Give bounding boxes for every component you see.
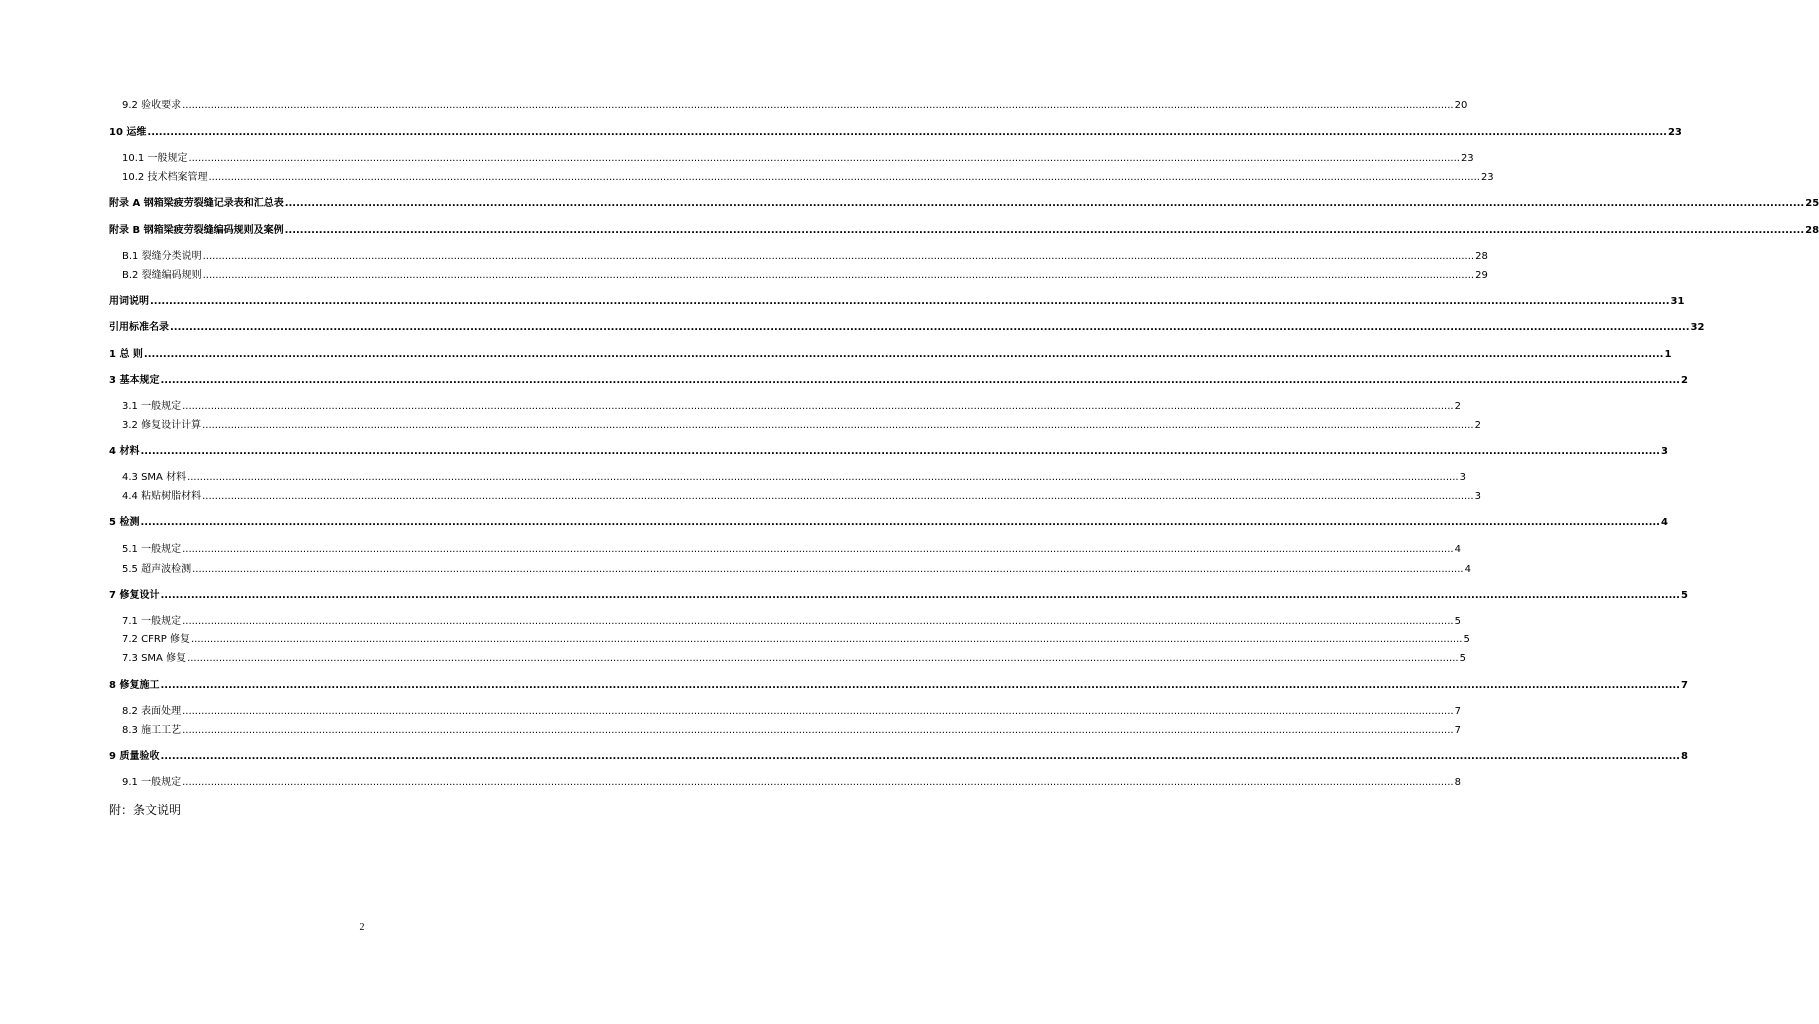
toc-entry[interactable] bbox=[109, 321, 1705, 335]
toc-entry[interactable] bbox=[109, 197, 1819, 211]
toc-entry-title: 10 运维 bbox=[109, 127, 147, 138]
toc-entry-page: 5 bbox=[1459, 653, 1466, 664]
toc-entry-title: 10.2 技术档案管理 bbox=[122, 172, 208, 183]
toc-entry-page: 8 bbox=[1680, 751, 1688, 762]
toc-entry-title: 附录 A 钢箱梁疲劳裂缝记录表和汇总表 bbox=[109, 198, 284, 209]
dot-leader: ................................................................................................................................................................................................................................................................................................................................................................................................................ bbox=[190, 634, 1463, 645]
dot-leader: ................................................................................................................................................................................................................................................................................................................................................................................................................ bbox=[182, 706, 1454, 717]
dot-leader: ................................................................................................................................................................................................................................................................................................................................................................................................................ bbox=[160, 375, 1680, 386]
dot-leader: ................................................................................................................................................................................................................................................................................................................................................................................................................ bbox=[202, 251, 1475, 262]
toc-entry-title: 7.2 CFRP 修复 bbox=[122, 634, 190, 645]
toc-entry-page: 25 bbox=[1805, 198, 1819, 209]
toc-entry[interactable] bbox=[122, 633, 1470, 647]
page-number: 2 bbox=[359, 922, 365, 933]
toc-entry-page: 28 bbox=[1805, 225, 1819, 236]
toc-entry-page: 5 bbox=[1463, 634, 1470, 645]
toc-entry[interactable] bbox=[122, 269, 1488, 283]
toc-entry[interactable] bbox=[122, 471, 1466, 485]
dot-leader: ................................................................................................................................................................................................................................................................................................................................................................................................................ bbox=[284, 198, 1805, 209]
toc-entry[interactable] bbox=[109, 224, 1819, 238]
toc-entry-title: 附录 B 钢箱梁疲劳裂缝编码规则及案例 bbox=[109, 225, 284, 236]
dot-leader: ................................................................................................................................................................................................................................................................................................................................................................................................................ bbox=[182, 544, 1454, 555]
toc-entry[interactable] bbox=[122, 419, 1481, 433]
toc-entry-title: B.1 裂缝分类说明 bbox=[122, 251, 202, 262]
dot-leader: ................................................................................................................................................................................................................................................................................................................................................................................................................ bbox=[188, 153, 1460, 164]
toc-entry-page: 3 bbox=[1474, 491, 1481, 502]
toc-entry-title: 7.3 SMA 修复 bbox=[122, 653, 187, 664]
toc-entry-page: 4 bbox=[1464, 564, 1471, 575]
toc-entry[interactable] bbox=[122, 152, 1474, 166]
toc-entry-title: 引用标准名录 bbox=[109, 322, 169, 333]
toc-entry-title: 5 检测 bbox=[109, 517, 140, 528]
toc-entry[interactable] bbox=[109, 295, 1685, 309]
toc-entry-title: B.2 裂缝编码规则 bbox=[122, 270, 202, 281]
toc-entry[interactable] bbox=[122, 615, 1461, 629]
toc-entry-page: 7 bbox=[1680, 680, 1688, 691]
dot-leader: ................................................................................................................................................................................................................................................................................................................................................................................................................ bbox=[284, 225, 1805, 236]
toc-entry[interactable] bbox=[122, 776, 1461, 790]
toc-entry[interactable] bbox=[109, 374, 1688, 388]
toc-entry[interactable] bbox=[109, 348, 1672, 362]
toc-entry-page: 4 bbox=[1660, 517, 1668, 528]
toc-entry[interactable] bbox=[122, 171, 1494, 185]
toc-entry-page: 5 bbox=[1454, 616, 1461, 627]
toc-entry-page: 29 bbox=[1475, 270, 1488, 281]
dot-leader: ................................................................................................................................................................................................................................................................................................................................................................................................................ bbox=[202, 270, 1475, 281]
toc-entry-page: 1 bbox=[1664, 349, 1672, 360]
toc-entry[interactable] bbox=[122, 250, 1488, 264]
toc-entry[interactable] bbox=[109, 445, 1668, 459]
dot-leader: ................................................................................................................................................................................................................................................................................................................................................................................................................ bbox=[140, 517, 1660, 528]
toc-entry[interactable] bbox=[122, 400, 1461, 414]
toc-entry-title: 3.2 修复设计计算 bbox=[122, 420, 202, 431]
toc-entry-page: 23 bbox=[1480, 172, 1494, 183]
dot-leader: ................................................................................................................................................................................................................................................................................................................................................................................................................ bbox=[182, 777, 1454, 788]
toc-entry-title: 用词说明 bbox=[109, 296, 149, 307]
dot-leader: ................................................................................................................................................................................................................................................................................................................................................................................................................ bbox=[140, 446, 1660, 457]
toc-entry-page: 3 bbox=[1660, 446, 1668, 457]
toc-entry-page: 23 bbox=[1667, 127, 1682, 138]
dot-leader: ................................................................................................................................................................................................................................................................................................................................................................................................................ bbox=[147, 127, 1667, 138]
toc-entry-title: 7 修复设计 bbox=[109, 590, 160, 601]
toc-entry-title: 10.1 一般规定 bbox=[122, 153, 188, 164]
dot-leader: ................................................................................................................................................................................................................................................................................................................................................................................................................ bbox=[182, 725, 1454, 736]
toc-entry[interactable] bbox=[122, 705, 1461, 719]
toc-entry[interactable] bbox=[122, 652, 1466, 666]
toc-entry-title: 8.2 表面处理 bbox=[122, 706, 182, 717]
dot-leader: ................................................................................................................................................................................................................................................................................................................................................................................................................ bbox=[192, 564, 1464, 575]
dot-leader: ................................................................................................................................................................................................................................................................................................................................................................................................................ bbox=[182, 616, 1454, 627]
toc-entry-page: 23 bbox=[1460, 153, 1474, 164]
toc-entry-title: 4.3 SMA 材料 bbox=[122, 472, 187, 483]
dot-leader: ................................................................................................................................................................................................................................................................................................................................................................................................................ bbox=[182, 100, 1454, 111]
toc-entry-title: 3 基本规定 bbox=[109, 375, 160, 386]
dot-leader: ................................................................................................................................................................................................................................................................................................................................................................................................................ bbox=[160, 680, 1680, 691]
toc-entry-page: 7 bbox=[1454, 706, 1461, 717]
toc-entry-page: 3 bbox=[1459, 472, 1466, 483]
toc-entry-page: 4 bbox=[1454, 544, 1461, 555]
toc-entry-title: 7.1 一般规定 bbox=[122, 616, 182, 627]
toc-entry-title: 5.1 一般规定 bbox=[122, 544, 182, 555]
dot-leader: ................................................................................................................................................................................................................................................................................................................................................................................................................ bbox=[208, 172, 1480, 183]
toc-entry-title: 1 总 则 bbox=[109, 349, 143, 360]
toc-entry-page: 2 bbox=[1680, 375, 1688, 386]
dot-leader: ................................................................................................................................................................................................................................................................................................................................................................................................................ bbox=[160, 751, 1680, 762]
appendix-note: 附：条文说明 bbox=[109, 803, 182, 817]
toc-entry[interactable] bbox=[109, 589, 1688, 603]
toc-entry-page: 28 bbox=[1475, 251, 1488, 262]
toc-entry[interactable] bbox=[109, 750, 1688, 764]
toc-entry-title: 9.1 一般规定 bbox=[122, 777, 182, 788]
toc-entry-page: 8 bbox=[1454, 777, 1461, 788]
toc-entry[interactable] bbox=[109, 126, 1682, 140]
toc-entry-title: 9.2 验收要求 bbox=[122, 100, 182, 111]
dot-leader: ................................................................................................................................................................................................................................................................................................................................................................................................................ bbox=[160, 590, 1680, 601]
dot-leader: ................................................................................................................................................................................................................................................................................................................................................................................................................ bbox=[150, 296, 1670, 307]
toc-entry-page: 31 bbox=[1670, 296, 1685, 307]
toc-entry-title: 4 材料 bbox=[109, 446, 140, 457]
toc-entry-title: 4.4 粘贴树脂材料 bbox=[122, 491, 202, 502]
toc-entry-title: 9 质量验收 bbox=[109, 751, 160, 762]
toc-entry[interactable] bbox=[122, 563, 1471, 577]
toc-entry[interactable] bbox=[109, 516, 1668, 530]
dot-leader: ................................................................................................................................................................................................................................................................................................................................................................................................................ bbox=[170, 322, 1690, 333]
toc-entry-title: 3.1 一般规定 bbox=[122, 401, 182, 412]
toc-entry[interactable] bbox=[122, 543, 1461, 557]
toc-entry-title: 8 修复施工 bbox=[109, 680, 160, 691]
toc-entry-page: 32 bbox=[1690, 322, 1705, 333]
toc-entry[interactable] bbox=[122, 99, 1468, 113]
toc-entry-page: 5 bbox=[1680, 590, 1688, 601]
dot-leader: ................................................................................................................................................................................................................................................................................................................................................................................................................ bbox=[202, 491, 1474, 502]
toc-entry[interactable] bbox=[122, 724, 1461, 738]
dot-leader: ................................................................................................................................................................................................................................................................................................................................................................................................................ bbox=[187, 653, 1459, 664]
dot-leader: ................................................................................................................................................................................................................................................................................................................................................................................................................ bbox=[187, 472, 1459, 483]
toc-entry[interactable] bbox=[109, 679, 1688, 693]
toc-entry[interactable] bbox=[122, 490, 1481, 504]
toc-entry-page: 7 bbox=[1454, 725, 1461, 736]
toc-entry-page: 2 bbox=[1474, 420, 1481, 431]
dot-leader: ................................................................................................................................................................................................................................................................................................................................................................................................................ bbox=[143, 349, 1664, 360]
toc-entry-page: 20 bbox=[1454, 100, 1468, 111]
toc-entry-title: 8.3 施工工艺 bbox=[122, 725, 182, 736]
toc-entry-page: 2 bbox=[1454, 401, 1461, 412]
dot-leader: ................................................................................................................................................................................................................................................................................................................................................................................................................ bbox=[182, 401, 1454, 412]
dot-leader: ................................................................................................................................................................................................................................................................................................................................................................................................................ bbox=[202, 420, 1474, 431]
toc-entry-title: 5.5 超声波检测 bbox=[122, 564, 192, 575]
